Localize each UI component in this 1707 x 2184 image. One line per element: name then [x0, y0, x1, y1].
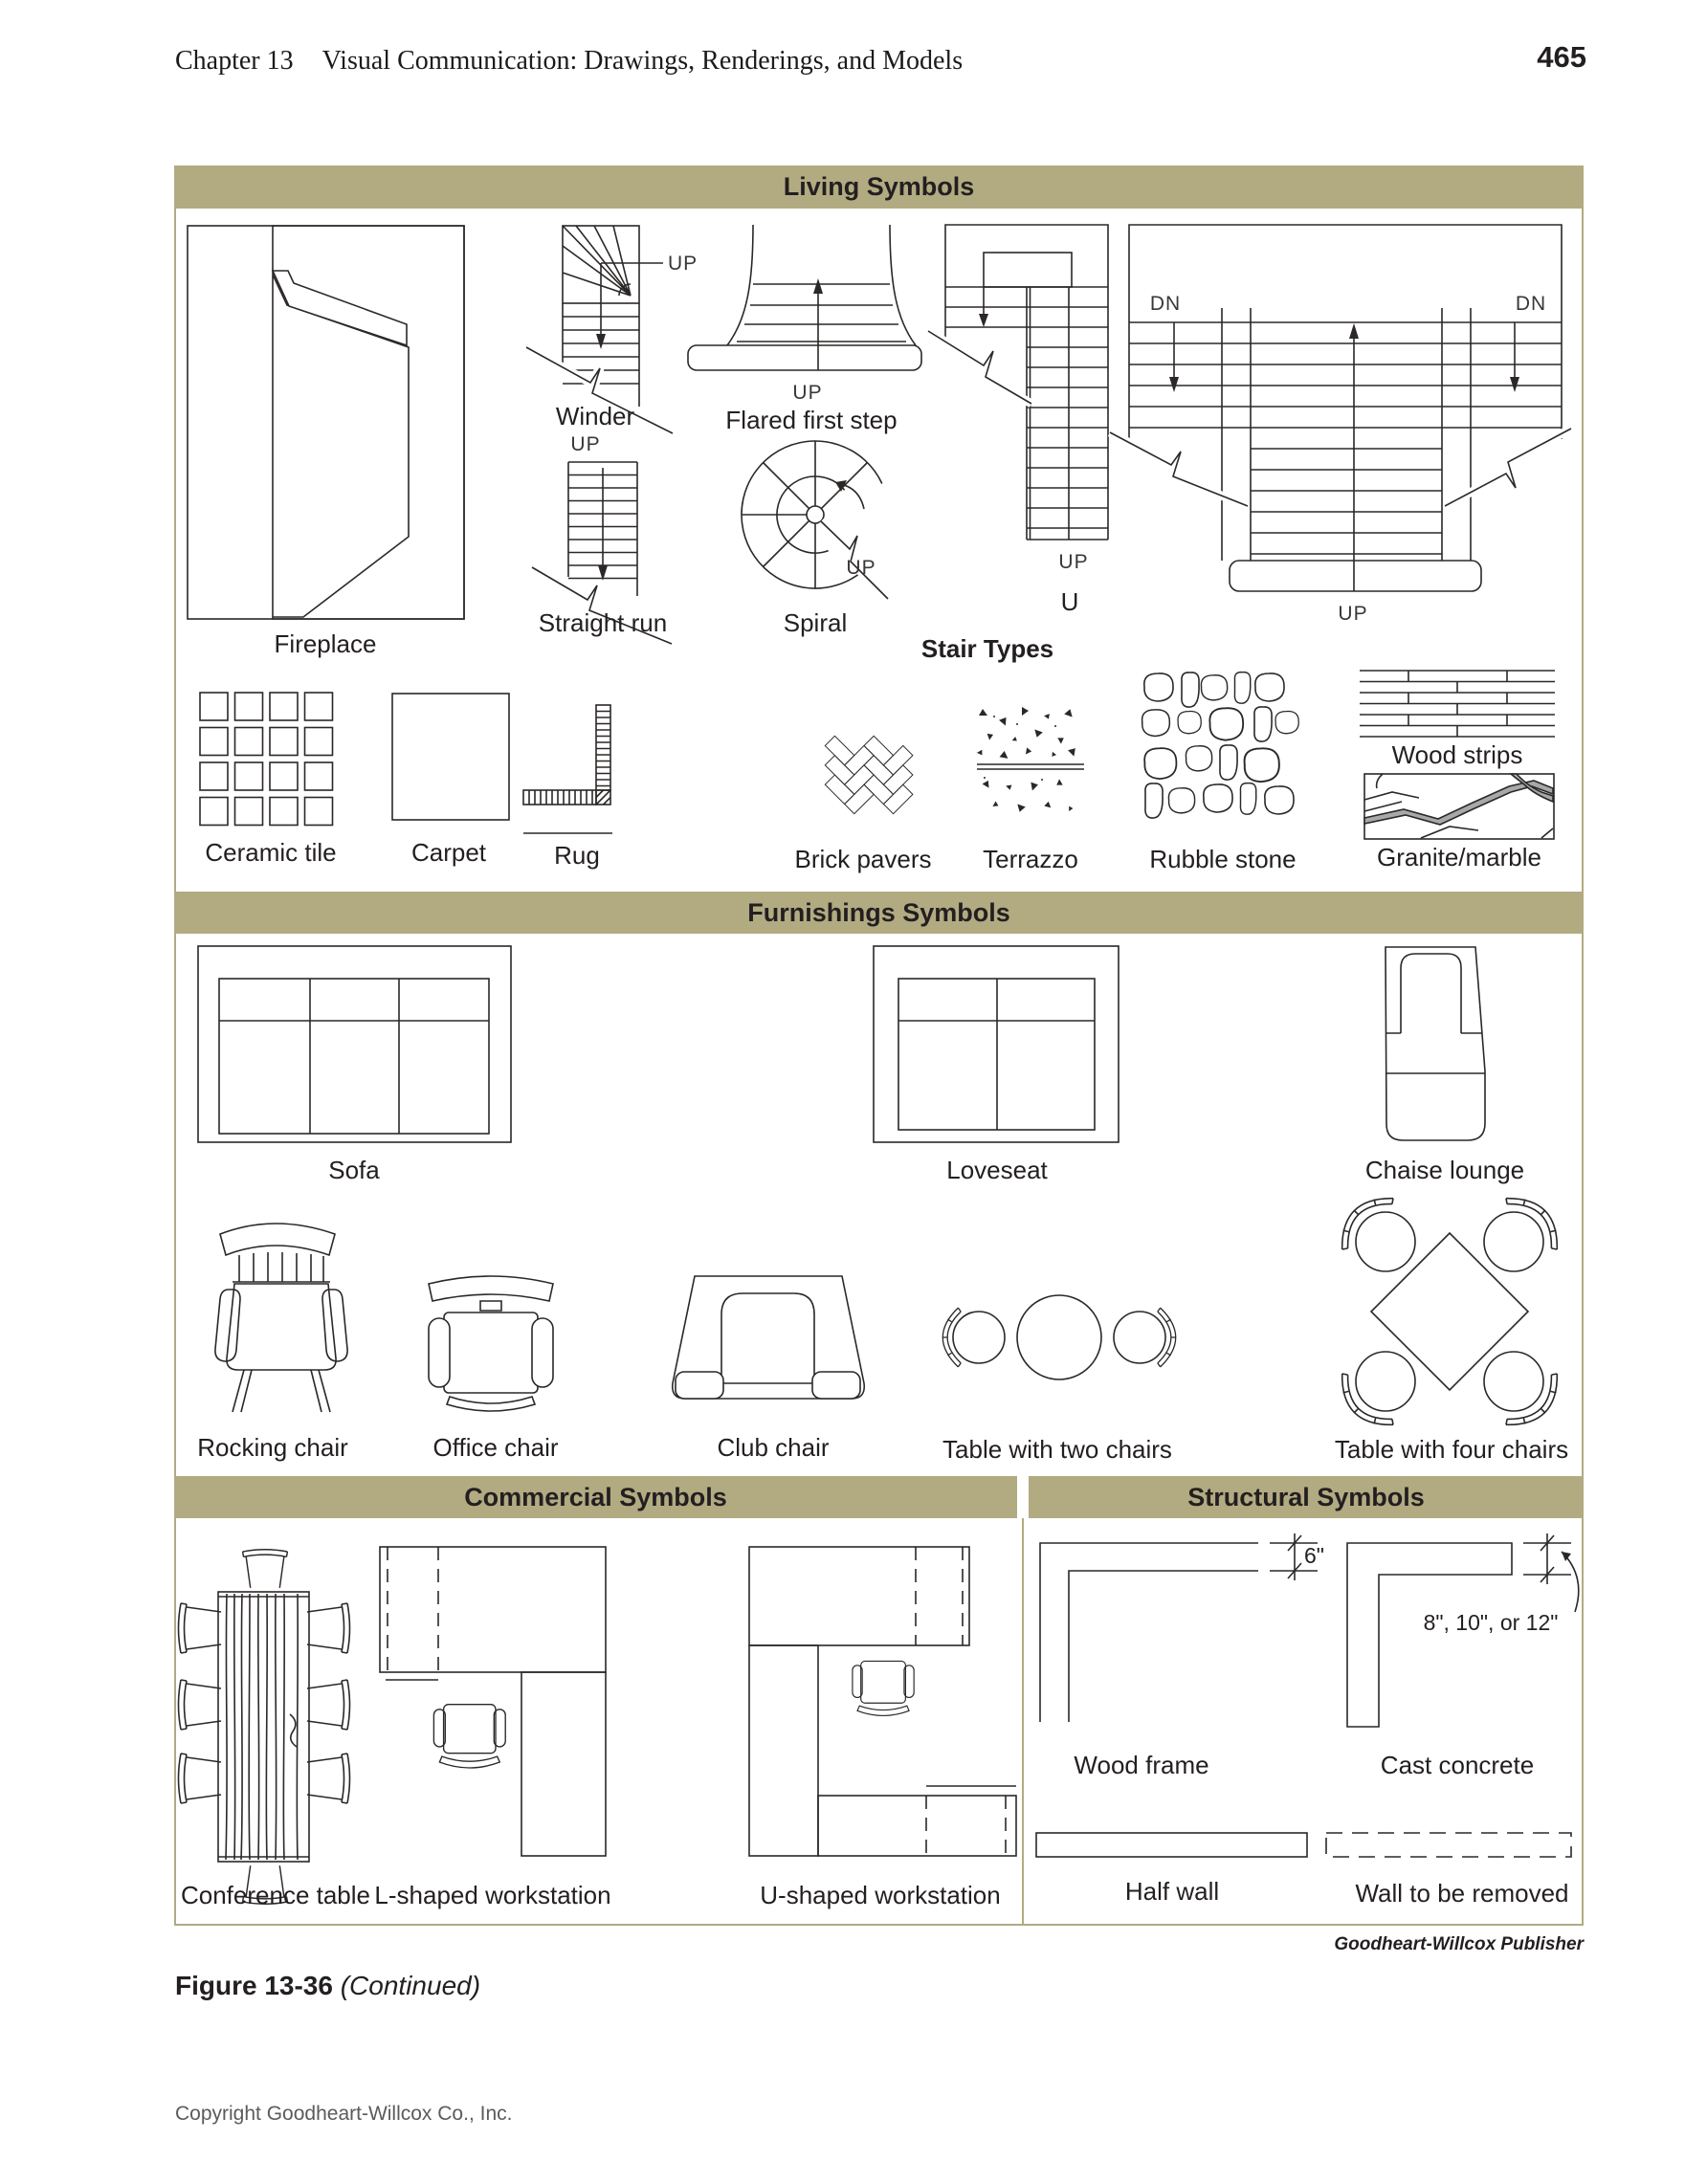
wood-strips-label: Wood strips — [1391, 740, 1523, 769]
chaise-lounge-symbol — [1378, 945, 1495, 1143]
flared-up-label: UP — [792, 382, 823, 404]
rocking-chair-label: Rocking chair — [197, 1433, 348, 1462]
figure-continued: (Continued) — [340, 1971, 481, 2000]
section-bar-structural — [1029, 1476, 1584, 1518]
u-stair-symbol — [945, 224, 1114, 610]
spiral-up-label: UP — [846, 557, 876, 579]
u-stair-label: U — [1060, 587, 1079, 616]
l-workstation-label: L-shaped workstation — [374, 1881, 611, 1909]
wide-stair-symbol — [1129, 224, 1586, 628]
u-stair-up-label: UP — [1058, 551, 1089, 573]
brick-pavers-label: Brick pavers — [794, 845, 932, 873]
wall-to-be-removed-symbol — [1325, 1832, 1576, 1859]
granite-marble-label: Granite/marble — [1377, 843, 1541, 871]
winder-label: Winder — [555, 402, 635, 430]
half-wall-label: Half wall — [1124, 1877, 1220, 1906]
loveseat-symbol — [873, 945, 1120, 1143]
sofa-symbol — [197, 945, 513, 1143]
spiral-label: Spiral — [783, 608, 848, 637]
rug-symbol — [521, 703, 629, 842]
fireplace-label: Fireplace — [274, 629, 377, 658]
granite-marble-symbol — [1363, 773, 1555, 840]
chapter-title: Visual Communication: Drawings, Renderings, and Models — [321, 46, 964, 76]
wall-removed-label: Wall to be removed — [1355, 1879, 1569, 1908]
stair-types-caption: Stair Types — [920, 634, 1054, 663]
cast-concrete-dimension: 8", 10", or 12" — [1423, 1610, 1559, 1635]
table-four-chairs-symbol — [1340, 1196, 1560, 1437]
terrazzo-label: Terrazzo — [983, 845, 1078, 873]
chaise-lounge-label: Chaise lounge — [1364, 1156, 1525, 1184]
conference-table-label: Conference table — [180, 1881, 371, 1909]
ceramic-tile-symbol — [199, 692, 335, 827]
carpet-label: Carpet — [410, 838, 487, 867]
furnishings-symbols-title: Furnishings Symbols — [747, 897, 1010, 927]
rocking-chair-symbol — [196, 1207, 354, 1418]
figure-number: Figure 13-36 — [175, 1971, 333, 2000]
wide-stair-dn-right: DN — [1515, 293, 1547, 315]
wood-frame-label: Wood frame — [1074, 1751, 1209, 1779]
carpet-symbol — [392, 694, 509, 820]
table-two-chairs-symbol — [935, 1293, 1177, 1383]
straight-run-up-label: UP — [570, 433, 601, 455]
club-chair-symbol — [670, 1272, 866, 1406]
club-chair-label: Club chair — [717, 1433, 830, 1462]
copyright-line: Copyright Goodheart-Willcox Co., Inc. — [175, 2103, 513, 2125]
table-four-chairs-label: Table with four chairs — [1334, 1435, 1569, 1464]
wide-stair-up-label: UP — [1338, 603, 1368, 625]
flared-first-step-symbol — [687, 225, 926, 411]
chapter-header — [175, 46, 963, 77]
office-chair-label: Office chair — [432, 1433, 559, 1462]
rubble-stone-symbol — [1139, 670, 1301, 832]
u-workstation-symbol — [746, 1542, 1024, 1863]
office-chair-symbol — [419, 1272, 563, 1433]
terrazzo-symbol — [971, 703, 1091, 826]
figure-caption — [175, 1971, 480, 2001]
rug-label: Rug — [554, 841, 600, 870]
section-bar-living — [174, 165, 1584, 209]
cast-concrete-label: Cast concrete — [1380, 1751, 1535, 1779]
cast-concrete-symbol — [1340, 1531, 1586, 1779]
spiral-stair-symbol — [737, 440, 907, 631]
half-wall-symbol — [1035, 1832, 1313, 1859]
l-workstation-symbol — [378, 1542, 612, 1863]
winder-up-label: UP — [668, 253, 698, 275]
rubble-stone-label: Rubble stone — [1149, 845, 1297, 873]
ceramic-tile-label: Ceramic tile — [205, 838, 337, 867]
flared-label: Flared first step — [725, 406, 898, 434]
straight-run-label: Straight run — [538, 608, 668, 637]
fireplace-symbol — [187, 225, 466, 621]
table-two-chairs-label: Table with two chairs — [942, 1435, 1172, 1464]
page-number: 465 — [1537, 40, 1586, 74]
sofa-label: Sofa — [328, 1156, 380, 1184]
brick-pavers-symbol — [780, 691, 947, 858]
chapter-number: Chapter 13 — [175, 46, 294, 76]
wood-strips-symbol — [1359, 670, 1556, 739]
commercial-symbols-title: Commercial Symbols — [464, 1482, 727, 1511]
loveseat-label: Loveseat — [946, 1156, 1048, 1184]
publisher-credit: Goodheart-Willcox Publisher — [1334, 1934, 1584, 1954]
living-symbols-title: Living Symbols — [783, 172, 975, 201]
structural-symbols-title: Structural Symbols — [1187, 1482, 1425, 1511]
section-bar-commercial — [174, 1476, 1017, 1518]
wood-frame-symbol — [1029, 1531, 1337, 1775]
section-bar-furnishings — [174, 892, 1584, 934]
conference-table-symbol — [177, 1542, 364, 1908]
u-workstation-label: U-shaped workstation — [760, 1881, 1001, 1909]
wood-frame-dimension: 6" — [1304, 1543, 1324, 1568]
wide-stair-dn-left: DN — [1149, 293, 1182, 315]
